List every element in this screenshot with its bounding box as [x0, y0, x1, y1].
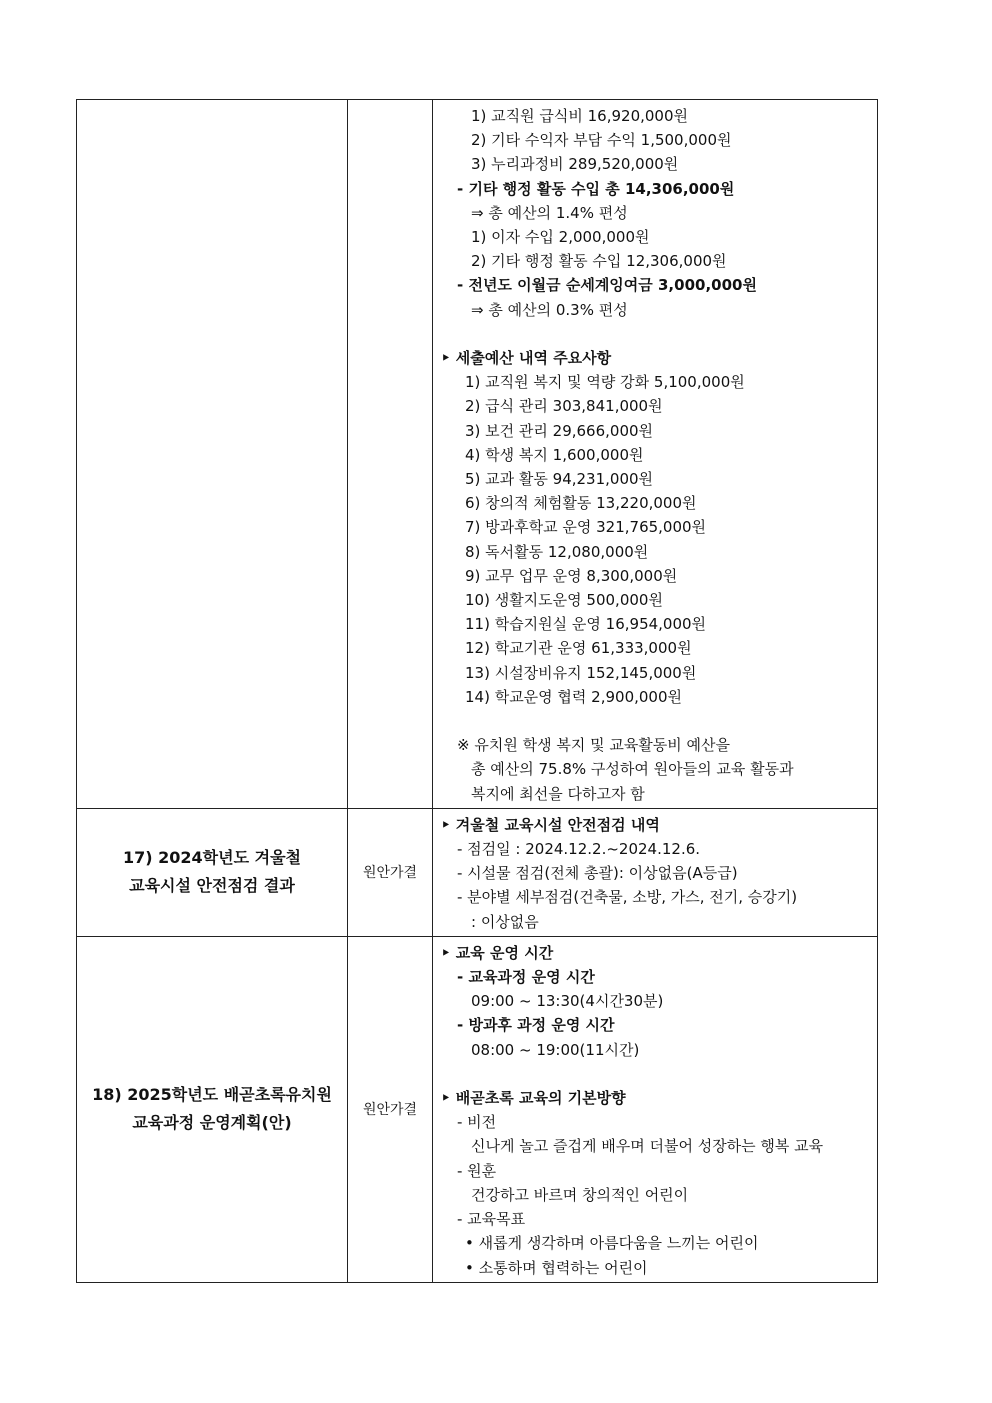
content-line: 10) 생활지도운영 500,000원: [465, 591, 663, 610]
content-line: 08:00 ~ 19:00(11시간): [471, 1040, 640, 1059]
content-line: - 원훈: [457, 1161, 497, 1180]
agenda-title-line: 교육과정 운영계획(안): [132, 1113, 292, 1133]
content-line: - 시설물 점검(전체 총괄): 이상없음(A등급): [457, 864, 738, 883]
content-heading: ‣ 교육 운영 시간: [441, 943, 554, 962]
content-line: 2) 기타 수익자 부담 수익 1,500,000원: [471, 131, 732, 150]
content-line: 2) 기타 행정 활동 수입 12,306,000원: [471, 252, 727, 271]
content-line: 3) 누리과정비 289,520,000원: [471, 155, 679, 174]
blank-line: [441, 322, 871, 346]
content-line: 12) 학교기관 운영 61,333,000원: [465, 639, 692, 658]
content-line: 신나게 놀고 즐겁게 배우며 더불어 성장하는 행복 교육: [471, 1137, 824, 1156]
agenda-title-line: 교육시설 안전점검 결과: [129, 876, 295, 896]
agenda-row: [77, 936, 878, 1282]
content-line: - 점검일 : 2024.12.2.~2024.12.6.: [457, 840, 701, 859]
content-line: 9) 교무 업무 운영 8,300,000원: [465, 566, 678, 585]
content-line: 1) 교직원 복지 및 역량 강화 5,100,000원: [465, 373, 745, 392]
minutes-table-body: [77, 100, 878, 1283]
agenda-title-line: 17) 2024학년도 겨울철: [123, 848, 301, 868]
content-line: ※ 유치원 학생 복지 및 교육활동비 예산을: [457, 736, 731, 755]
agenda-result-cell: 원안가결: [348, 936, 433, 1282]
agenda-content-cell: [433, 808, 878, 936]
content-line: 4) 학생 복지 1,600,000원: [465, 445, 644, 464]
agenda-title-cell: [77, 936, 348, 1282]
agenda-row: [77, 808, 878, 936]
blank-line: [441, 1062, 871, 1086]
content-line: 09:00 ~ 13:30(4시간30분): [471, 992, 664, 1011]
content-line: - 교육목표: [457, 1210, 526, 1229]
content-line: 8) 독서활동 12,080,000원: [465, 542, 649, 561]
content-line: 1) 이자 수입 2,000,000원: [471, 228, 650, 247]
content-line: 총 예산의 75.8% 구성하여 원아들의 교육 활동과: [471, 760, 794, 779]
minutes-table: [76, 99, 878, 1283]
content-line: - 분야별 세부점검(건축물, 소방, 가스, 전기, 승강기): [457, 888, 798, 907]
agenda-result-cell: 원안가결: [348, 808, 433, 936]
agenda-title-line: 18) 2025학년도 배곧초록유치원: [92, 1085, 332, 1105]
blank-line: [441, 709, 871, 733]
content-heading: ‣ 겨울철 교육시설 안전점검 내역: [441, 815, 660, 834]
content-line: 건강하고 바르며 창의적인 어린이: [471, 1185, 689, 1204]
agenda-title-cell: [77, 100, 348, 809]
content-line: : 이상없음: [471, 912, 539, 931]
agenda-title-cell: [77, 808, 348, 936]
agenda-row: [77, 100, 878, 809]
content-heading: - 전년도 이월금 순세계잉여금 3,000,000원: [457, 276, 757, 295]
content-line: 3) 보건 관리 29,666,000원: [465, 421, 654, 440]
content-line: 5) 교과 활동 94,231,000원: [465, 470, 654, 489]
content-line: 11) 학습지원실 운영 16,954,000원: [465, 615, 707, 634]
agenda-content-cell: [433, 100, 878, 809]
content-line: 1) 교직원 급식비 16,920,000원: [471, 107, 689, 125]
content-line: ⇒ 총 예산의 1.4% 편성: [471, 203, 628, 222]
content-line: 7) 방과후학교 운영 321,765,000원: [465, 518, 707, 537]
content-line: - 비전: [457, 1113, 497, 1132]
content-line: • 소통하며 협력하는 어린이: [465, 1258, 648, 1277]
content-heading: ‣ 세출예산 내역 주요사항: [441, 349, 612, 368]
content-line: 13) 시설장비유지 152,145,000원: [465, 663, 697, 682]
content-line: 14) 학교운영 협력 2,900,000원: [465, 687, 683, 706]
content-line: • 새롭게 생각하며 아름다움을 느끼는 어린이: [465, 1234, 759, 1253]
agenda-content-cell: [433, 936, 878, 1282]
content-heading: - 방과후 과정 운영 시간: [457, 1016, 615, 1035]
content-line: 6) 창의적 체험활동 13,220,000원: [465, 494, 697, 513]
content-heading: ‣ 배곧초록 교육의 기본방향: [441, 1089, 626, 1108]
agenda-result-cell: [348, 100, 433, 809]
content-line: 복지에 최선을 다하고자 함: [471, 784, 645, 803]
content-heading: - 교육과정 운영 시간: [457, 968, 595, 987]
content-line: 2) 급식 관리 303,841,000원: [465, 397, 663, 416]
content-line: ⇒ 총 예산의 0.3% 편성: [471, 300, 628, 319]
content-heading: - 기타 행정 활동 수입 총 14,306,000원: [457, 179, 735, 198]
